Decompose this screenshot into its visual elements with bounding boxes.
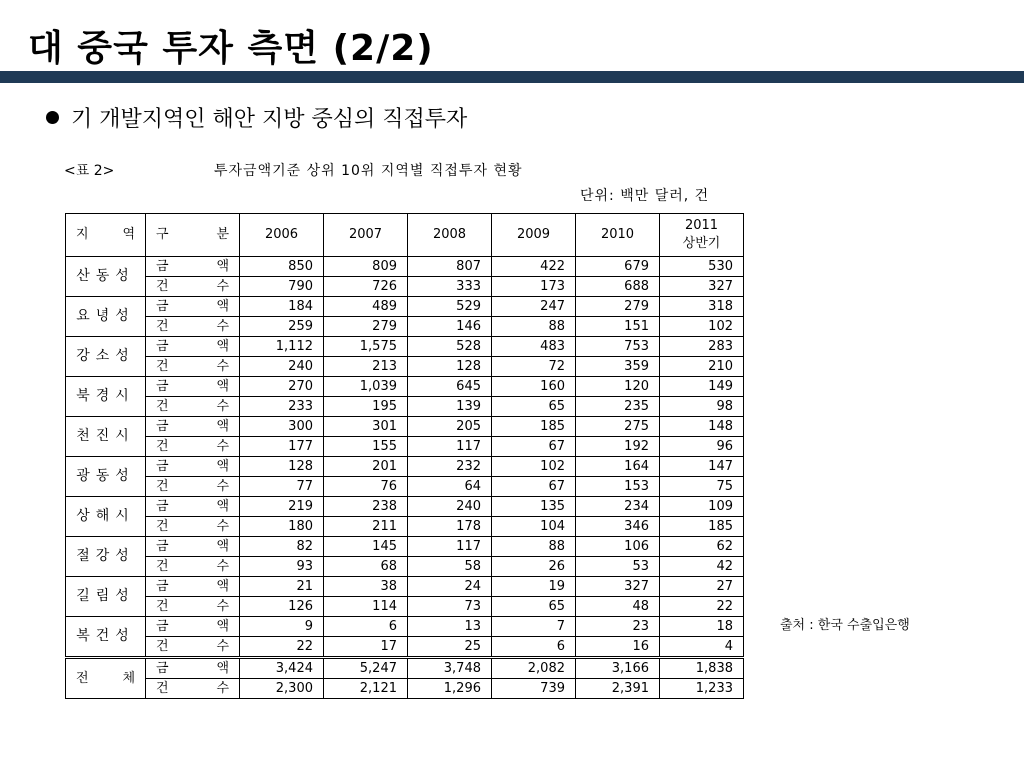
table-row	[66, 497, 744, 517]
kind-cell-count	[146, 679, 240, 699]
value-cell: 279	[324, 317, 408, 337]
value-cell: 26	[492, 557, 576, 577]
kind-label	[154, 377, 231, 396]
value-cell: 128	[408, 357, 492, 377]
table-row	[66, 477, 744, 497]
table-row	[66, 437, 744, 457]
kind-char-2: 액	[216, 259, 229, 274]
total-row	[66, 658, 744, 679]
value-cell: 726	[324, 277, 408, 297]
bullet-point	[46, 102, 467, 133]
value-cell: 42	[660, 557, 744, 577]
header-year-2006: 2006	[240, 214, 324, 257]
kind-label	[154, 457, 231, 476]
header-region	[66, 214, 146, 257]
value-cell: 24	[408, 577, 492, 597]
kind-char-2: 수	[216, 319, 229, 334]
kind-cell-amount	[146, 337, 240, 357]
kind-char-2: 수	[216, 479, 229, 494]
value-cell: 1,233	[660, 679, 744, 699]
kind-cell-count	[146, 517, 240, 537]
region-cell: 복건성	[66, 617, 146, 658]
value-cell: 3,748	[408, 658, 492, 679]
value-cell: 62	[660, 537, 744, 557]
value-cell: 64	[408, 477, 492, 497]
value-cell: 809	[324, 257, 408, 277]
kind-char-1: 금	[156, 661, 169, 676]
value-cell: 155	[324, 437, 408, 457]
region-cell: 북경시	[66, 377, 146, 417]
value-cell: 5,247	[324, 658, 408, 679]
header-kind-char-1: 구	[156, 227, 169, 242]
kind-char-2: 액	[216, 299, 229, 314]
value-cell: 327	[576, 577, 660, 597]
value-cell: 2,082	[492, 658, 576, 679]
value-cell: 93	[240, 557, 324, 577]
kind-char-2: 액	[216, 379, 229, 394]
value-cell: 530	[660, 257, 744, 277]
value-cell: 76	[324, 477, 408, 497]
value-cell: 679	[576, 257, 660, 277]
kind-char-1: 금	[156, 419, 169, 434]
value-cell: 164	[576, 457, 660, 477]
value-cell: 67	[492, 477, 576, 497]
header-region-char-2: 역	[122, 227, 135, 242]
kind-cell-amount	[146, 497, 240, 517]
kind-cell-amount	[146, 297, 240, 317]
value-cell: 19	[492, 577, 576, 597]
value-cell: 160	[492, 377, 576, 397]
kind-label	[154, 637, 231, 656]
total-label-char-1: 전	[76, 671, 89, 686]
value-cell: 259	[240, 317, 324, 337]
value-cell: 195	[324, 397, 408, 417]
kind-label	[154, 257, 231, 276]
value-cell: 247	[492, 297, 576, 317]
value-cell: 149	[660, 377, 744, 397]
table-row	[66, 317, 744, 337]
bullet-text: 기 개발지역인 해안 지방 중심의 직접투자	[71, 107, 468, 132]
source-note: 출처 : 한국 수출입은행	[780, 618, 910, 633]
value-cell: 219	[240, 497, 324, 517]
kind-cell-amount	[146, 577, 240, 597]
value-cell: 68	[324, 557, 408, 577]
value-cell: 9	[240, 617, 324, 637]
kind-char-1: 건	[156, 519, 169, 534]
value-cell: 2,121	[324, 679, 408, 699]
value-cell: 185	[660, 517, 744, 537]
bullet-dot-icon	[46, 111, 59, 124]
value-cell: 2,300	[240, 679, 324, 699]
title-underline-bar	[0, 71, 1024, 83]
value-cell: 38	[324, 577, 408, 597]
table-row	[66, 597, 744, 617]
header-year-2009: 2009	[492, 214, 576, 257]
value-cell: 1,112	[240, 337, 324, 357]
value-cell: 27	[660, 577, 744, 597]
kind-char-1: 건	[156, 399, 169, 414]
value-cell: 65	[492, 397, 576, 417]
kind-cell-count	[146, 557, 240, 577]
table-row	[66, 257, 744, 277]
value-cell: 235	[576, 397, 660, 417]
value-cell: 18	[660, 617, 744, 637]
value-cell: 213	[324, 357, 408, 377]
value-cell: 16	[576, 637, 660, 658]
value-cell: 301	[324, 417, 408, 437]
kind-cell-count	[146, 317, 240, 337]
kind-char-1: 건	[156, 681, 169, 696]
table-row	[66, 577, 744, 597]
value-cell: 177	[240, 437, 324, 457]
kind-char-2: 수	[216, 681, 229, 696]
kind-cell-amount	[146, 658, 240, 679]
kind-cell-amount	[146, 377, 240, 397]
region-cell: 요녕성	[66, 297, 146, 337]
value-cell: 148	[660, 417, 744, 437]
kind-cell-count	[146, 477, 240, 497]
kind-char-1: 금	[156, 459, 169, 474]
kind-char-2: 수	[216, 439, 229, 454]
kind-char-2: 액	[216, 499, 229, 514]
value-cell: 25	[408, 637, 492, 658]
value-cell: 88	[492, 317, 576, 337]
table-row	[66, 517, 744, 537]
kind-label	[154, 517, 231, 536]
kind-char-2: 액	[216, 419, 229, 434]
value-cell: 173	[492, 277, 576, 297]
value-cell: 104	[492, 517, 576, 537]
kind-char-1: 건	[156, 479, 169, 494]
value-cell: 145	[324, 537, 408, 557]
value-cell: 109	[660, 497, 744, 517]
kind-char-1: 건	[156, 559, 169, 574]
table-row	[66, 397, 744, 417]
value-cell: 1,575	[324, 337, 408, 357]
value-cell: 53	[576, 557, 660, 577]
value-cell: 232	[408, 457, 492, 477]
value-cell: 300	[240, 417, 324, 437]
header-kind-char-2: 분	[216, 227, 229, 242]
kind-cell-count	[146, 597, 240, 617]
kind-char-2: 액	[216, 661, 229, 676]
value-cell: 135	[492, 497, 576, 517]
total-label-char-2: 체	[122, 671, 135, 686]
region-cell: 광동성	[66, 457, 146, 497]
kind-cell-count	[146, 397, 240, 417]
kind-char-2: 액	[216, 619, 229, 634]
value-cell: 346	[576, 517, 660, 537]
value-cell: 153	[576, 477, 660, 497]
value-cell: 210	[660, 357, 744, 377]
value-cell: 185	[492, 417, 576, 437]
table-header-row	[66, 214, 744, 257]
value-cell: 128	[240, 457, 324, 477]
kind-char-1: 금	[156, 259, 169, 274]
value-cell: 211	[324, 517, 408, 537]
value-cell: 2,391	[576, 679, 660, 699]
kind-char-2: 수	[216, 599, 229, 614]
value-cell: 359	[576, 357, 660, 377]
value-cell: 23	[576, 617, 660, 637]
table-row	[66, 557, 744, 577]
header-year-2008: 2008	[408, 214, 492, 257]
value-cell: 233	[240, 397, 324, 417]
value-cell: 98	[660, 397, 744, 417]
table-row	[66, 357, 744, 377]
value-cell: 275	[576, 417, 660, 437]
value-cell: 114	[324, 597, 408, 617]
value-cell: 6	[324, 617, 408, 637]
investment-table	[65, 213, 744, 699]
value-cell: 790	[240, 277, 324, 297]
table-row	[66, 277, 744, 297]
value-cell: 333	[408, 277, 492, 297]
value-cell: 77	[240, 477, 324, 497]
value-cell: 7	[492, 617, 576, 637]
value-cell: 67	[492, 437, 576, 457]
kind-char-1: 금	[156, 619, 169, 634]
value-cell: 529	[408, 297, 492, 317]
value-cell: 327	[660, 277, 744, 297]
total-label-cell	[66, 658, 146, 699]
kind-cell-amount	[146, 617, 240, 637]
region-cell: 길림성	[66, 577, 146, 617]
kind-label	[154, 659, 231, 678]
region-cell: 천진시	[66, 417, 146, 457]
value-cell: 205	[408, 417, 492, 437]
header-year-2011-h1	[660, 214, 744, 257]
value-cell: 201	[324, 457, 408, 477]
kind-label	[154, 497, 231, 516]
value-cell: 178	[408, 517, 492, 537]
kind-char-2: 액	[216, 539, 229, 554]
table-row	[66, 537, 744, 557]
value-cell: 88	[492, 537, 576, 557]
table-title: 투자금액기준 상위 10위 지역별 직접투자 현황	[214, 163, 523, 179]
value-cell: 688	[576, 277, 660, 297]
kind-label	[154, 617, 231, 636]
kind-label	[154, 557, 231, 576]
region-cell: 강소성	[66, 337, 146, 377]
value-cell: 117	[408, 437, 492, 457]
kind-label	[154, 317, 231, 336]
kind-cell-count	[146, 437, 240, 457]
value-cell: 753	[576, 337, 660, 357]
value-cell: 279	[576, 297, 660, 317]
value-cell: 126	[240, 597, 324, 617]
kind-label	[154, 477, 231, 496]
value-cell: 528	[408, 337, 492, 357]
value-cell: 739	[492, 679, 576, 699]
value-cell: 238	[324, 497, 408, 517]
kind-char-1: 금	[156, 379, 169, 394]
value-cell: 82	[240, 537, 324, 557]
value-cell: 139	[408, 397, 492, 417]
value-cell: 117	[408, 537, 492, 557]
kind-cell-amount	[146, 457, 240, 477]
value-cell: 120	[576, 377, 660, 397]
kind-cell-count	[146, 277, 240, 297]
value-cell: 13	[408, 617, 492, 637]
value-cell: 645	[408, 377, 492, 397]
table-row	[66, 417, 744, 437]
kind-char-2: 수	[216, 519, 229, 534]
kind-label	[154, 297, 231, 316]
kind-char-1: 금	[156, 539, 169, 554]
kind-char-2: 액	[216, 459, 229, 474]
value-cell: 73	[408, 597, 492, 617]
value-cell: 146	[408, 317, 492, 337]
value-cell: 58	[408, 557, 492, 577]
header-region-char-1: 지	[76, 227, 89, 242]
value-cell: 6	[492, 637, 576, 658]
kind-label	[154, 577, 231, 596]
kind-label	[154, 397, 231, 416]
value-cell: 65	[492, 597, 576, 617]
table-row	[66, 617, 744, 637]
value-cell: 3,424	[240, 658, 324, 679]
value-cell: 96	[660, 437, 744, 457]
kind-char-1: 건	[156, 439, 169, 454]
kind-char-2: 수	[216, 559, 229, 574]
slide-title: 대 중국 투자 측면 (2/2)	[28, 28, 434, 69]
kind-char-1: 건	[156, 639, 169, 654]
kind-char-1: 건	[156, 319, 169, 334]
kind-label	[154, 417, 231, 436]
value-cell: 48	[576, 597, 660, 617]
kind-char-2: 수	[216, 639, 229, 654]
value-cell: 283	[660, 337, 744, 357]
value-cell: 270	[240, 377, 324, 397]
kind-char-2: 액	[216, 339, 229, 354]
value-cell: 3,166	[576, 658, 660, 679]
value-cell: 102	[660, 317, 744, 337]
value-cell: 184	[240, 297, 324, 317]
region-cell: 상해시	[66, 497, 146, 537]
region-cell: 절강성	[66, 537, 146, 577]
kind-cell-amount	[146, 257, 240, 277]
kind-char-1: 금	[156, 299, 169, 314]
kind-cell-count	[146, 637, 240, 658]
value-cell: 1,296	[408, 679, 492, 699]
kind-cell-amount	[146, 417, 240, 437]
kind-label	[154, 337, 231, 356]
value-cell: 102	[492, 457, 576, 477]
kind-char-2: 수	[216, 399, 229, 414]
header-kind	[146, 214, 240, 257]
value-cell: 151	[576, 317, 660, 337]
region-cell: 산동성	[66, 257, 146, 297]
table-row	[66, 377, 744, 397]
kind-cell-count	[146, 357, 240, 377]
table-row	[66, 337, 744, 357]
kind-cell-amount	[146, 537, 240, 557]
value-cell: 422	[492, 257, 576, 277]
value-cell: 1,838	[660, 658, 744, 679]
value-cell: 240	[240, 357, 324, 377]
value-cell: 106	[576, 537, 660, 557]
kind-label	[154, 597, 231, 616]
kind-char-1: 금	[156, 579, 169, 594]
value-cell: 489	[324, 297, 408, 317]
table-row	[66, 457, 744, 477]
header-last-year: 2011	[684, 218, 719, 233]
value-cell: 147	[660, 457, 744, 477]
kind-label	[154, 357, 231, 376]
value-cell: 22	[240, 637, 324, 658]
kind-char-2: 수	[216, 359, 229, 374]
value-cell: 180	[240, 517, 324, 537]
value-cell: 21	[240, 577, 324, 597]
header-year-2007: 2007	[324, 214, 408, 257]
kind-char-1: 건	[156, 599, 169, 614]
value-cell: 4	[660, 637, 744, 658]
value-cell: 318	[660, 297, 744, 317]
kind-char-2: 수	[216, 279, 229, 294]
value-cell: 240	[408, 497, 492, 517]
kind-label	[154, 277, 231, 296]
value-cell: 807	[408, 257, 492, 277]
total-label	[74, 669, 137, 688]
kind-char-1: 금	[156, 339, 169, 354]
value-cell: 1,039	[324, 377, 408, 397]
table-unit: 단위: 백만 달러, 건	[580, 188, 710, 204]
header-last-year-sub: 상반기	[682, 236, 721, 251]
value-cell: 72	[492, 357, 576, 377]
value-cell: 192	[576, 437, 660, 457]
value-cell: 22	[660, 597, 744, 617]
value-cell: 850	[240, 257, 324, 277]
table-label: <표 2>	[64, 163, 115, 179]
kind-label	[154, 437, 231, 456]
kind-char-1: 건	[156, 279, 169, 294]
total-row	[66, 679, 744, 699]
kind-label	[154, 679, 231, 698]
kind-char-1: 금	[156, 499, 169, 514]
value-cell: 483	[492, 337, 576, 357]
header-year-2010: 2010	[576, 214, 660, 257]
value-cell: 234	[576, 497, 660, 517]
kind-char-2: 액	[216, 579, 229, 594]
table-row	[66, 297, 744, 317]
value-cell: 75	[660, 477, 744, 497]
kind-label	[154, 537, 231, 556]
table-row	[66, 637, 744, 658]
value-cell: 17	[324, 637, 408, 658]
kind-char-1: 건	[156, 359, 169, 374]
